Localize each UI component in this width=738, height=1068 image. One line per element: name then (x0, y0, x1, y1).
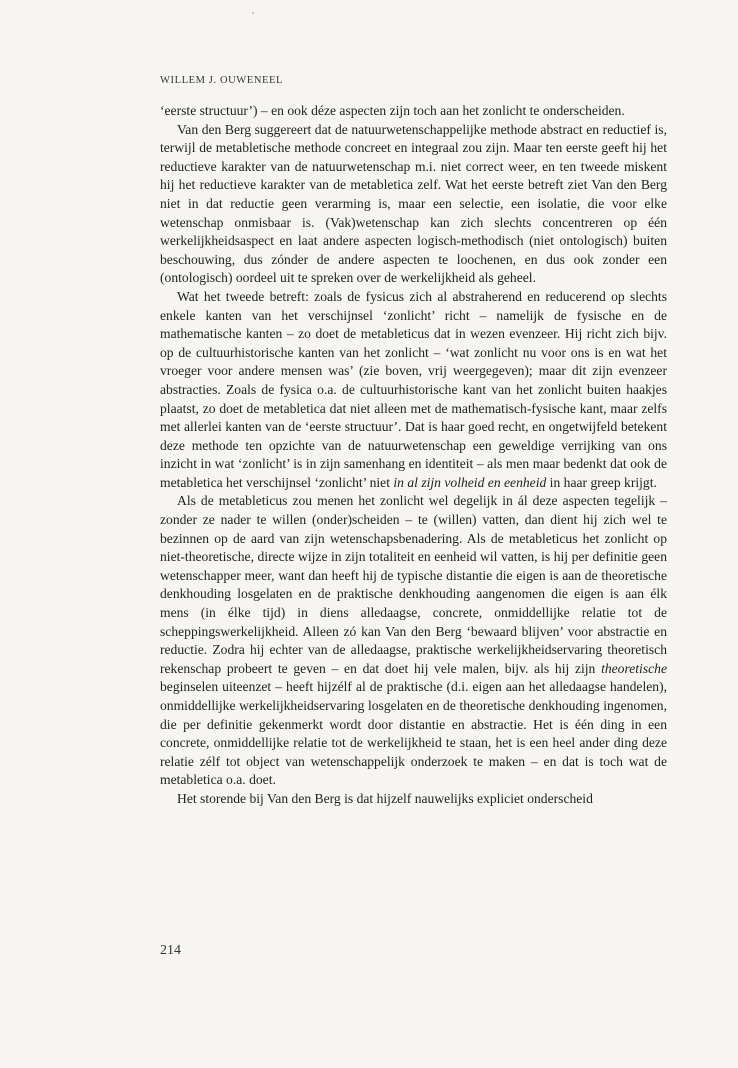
paragraph-text: Wat het tweede betreft: zoals de fysicus zich al abstraherend en reducerend op slechts enkele kanten van het verschijnsel ‘zonlicht’ richt – namelijk de fysische en de mathematische kanten – zo doet de metableticus dat in wezen evenzeer. Hij richt zich bijv. op de cultuurhistorische kanten van het zonlicht – ‘wat zonlicht nu voor ons is en wat het vroeger voor andere mensen was’ (zie boven, vrij weergegeven); maar dit zijn evenzeer abstracties. Zoals de fysica o.a. de cultuurhistorische kant van het zonlicht buiten haakjes plaatst, zo doet de metabletica dat niet alleen met de mathematisch-fysische kant, maar zelfs met allerlei kanten van de ‘eerste structuur’. Dat is haar goed recht, en ongetwijfeld betekent deze methode ten opzichte van de natuurwetenschap een geweldige verrijking van ons inzicht in wat ‘zonlicht’ is in zijn samenhang en identiteit – als men maar bedenkt dat ook de metabletica het verschijnsel ‘zonlicht’ niet (160, 288, 667, 490)
paragraph-text: Het storende bij Van den Berg is dat hijzelf nauwelijks expliciet onderscheid (177, 790, 593, 806)
paragraph-text: Van den Berg suggereert dat de natuurwetenschappelijke methode abstract en reductief is, terwijl de metabletische methode concreet en integraal zou zijn. Maar ten eerste geeft hij het reductieve karakter van de natuurwetenschap m.i. niet correct weer, en ten tweede miskent hij het reductieve karakter van de metabletica zelf. Wat het eerste betreft ziet Van den Berg niet in dat reductie geen verarming is, maar een selectie, een isolatie, die voor elke wetenschap onmisbaar is. (Vak)wetenschap kan zich slechts concentreren op één werkelijkheidsaspect en laat andere aspecten logisch-methodisch (niet ontologisch) buiten beschouwing, dus zónder de andere aspecten te loochenen, en dus ook zonder een (ontologisch) oordeel uit te spreken over de werkelijkheid als geheel. (160, 121, 667, 286)
paragraph-text: ‘eerste structuur’) – en ook déze aspecten zijn toch aan het zonlicht te onderscheiden. (160, 103, 625, 118)
paragraph (160, 102, 667, 121)
paragraph-text: Als de metableticus zou menen het zonlicht wel degelijk in ál deze aspecten tegelijk – zonder ze nader te willen (onder)scheiden – te (willen) vatten, dan dient hij zich wel te bezinnen op de aard van zijn wetenschapsbenadering. Als de metableticus het zonlicht op niet-theoretische, directe wijze in zijn totaliteit en eenheid wil vatten, is hij per definitie geen wetenschapper meer, want dan heeft hij de typische distantie die eigen is aan de theoretische denkhouding losgelaten en de praktische denkhouding aangenomen die eigen is aan élk mens (in élke tijd) in diens alledaagse, concrete, onmiddellijke relatie tot de scheppingswerkelijkheid. Alleen zó kan Van den Berg ‘bewaard blijven’ voor abstractie en reductie. Zodra hij echter van de alledaagse, praktische werkelijkheidservaring theoretisch rekenschap probeert te geven – en dat doet hij vele malen, bijv. als hij zijn (160, 493, 667, 676)
emphasized-text: theoretische (601, 660, 667, 676)
paragraph-text: beginselen uiteenzet – heeft hijzélf al de praktische (d.i. eigen aan het alledaagse handelen), onmiddellijke werkelijkheidservaring losgelaten en de theoretische denkhouding ingenomen, die per definitie gekenmerkt wordt door distantie en abstractie. Het is één ding in een concrete, onmiddellijke relatie tot de werkelijkheid te staan, het is een heel ander ding deze relatie zélf tot object van wetenschappelijk onderzoek te maken – en dat is toch wat de metabletica o.a. doet. (160, 679, 667, 788)
running-head: WILLEM J. OUWENEEL (160, 75, 284, 86)
scan-speck (252, 12, 254, 14)
page-number: 214 (160, 943, 181, 958)
paragraph-text: in haar greep krijgt. (546, 474, 657, 490)
emphasized-text: in al zijn volheid en eenheid (393, 474, 547, 490)
paragraph (160, 492, 667, 790)
paragraph (160, 288, 667, 493)
body-text (160, 102, 667, 809)
paragraph (160, 121, 667, 288)
paragraph (160, 790, 667, 809)
